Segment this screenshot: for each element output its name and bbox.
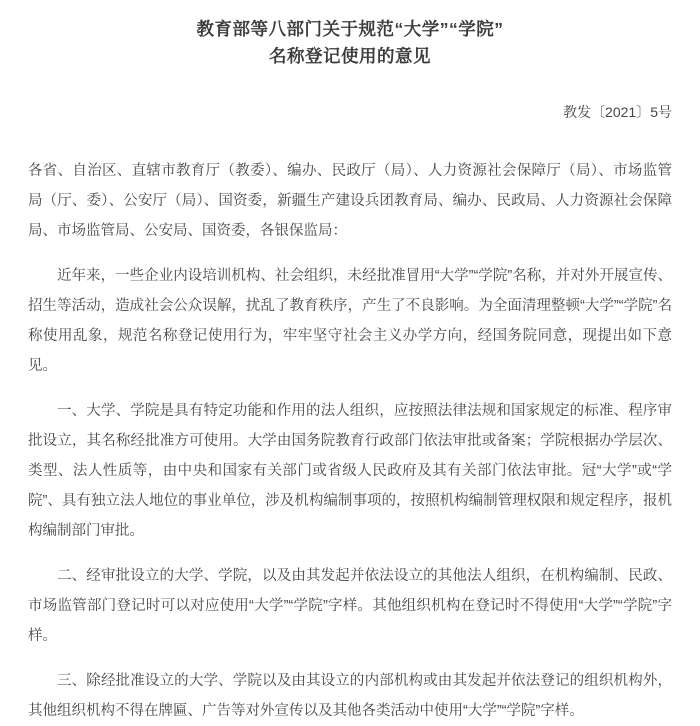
title-line-1: 教育部等八部门关于规范“大学”“学院” <box>196 19 504 39</box>
body-paragraph-intro: 近年来，一些企业内设培训机构、社会组织，未经批准冒用“大学”“学院”名称，并对外开展宣传、招生等活动，造成社会公众误解，扰乱了教育秩序，产生了不良影响。为全面清理整顿“大学”“学院”名称使用乱象，规范名称登记使用行为，牢牢坚守社会主义办学方向，经国务院同意，现提出如下意见。 <box>28 268 672 374</box>
body-paragraph-item-1: 一、大学、学院是具有特定功能和作用的法人组织，应按照法律法规和国家规定的标准、程序审批设立，其名称经批准方可使用。大学由国务院教育行政部门依法审批或备案；学院根据办学层次、类型、法人性质等，由中央和国家有关部门或省级人民政府及其有关部门依法审批。冠“大学”或“学院”、具有独立法人地位的事业单位，涉及机构编制事项的，按照机构编制管理权限和规定程序，报机构编制部门审批。 <box>28 403 672 539</box>
document-title <box>28 16 672 70</box>
body-paragraph-item-2: 二、经审批设立的大学、学院，以及由其发起并依法设立的其他法人组织，在机构编制、民政、市场监管部门登记时可以对应使用“大学”“学院”字样。其他组织机构在登记时不得使用“大学”“学院”字样。 <box>28 568 672 644</box>
addressee-paragraph: 各省、自治区、直辖市教育厅（教委）、编办、民政厅（局）、人力资源社会保障厅（局）、市场监管局（厅、委）、公安厅（局）、国资委，新疆生产建设兵团教育局、编办、民政局、人力资源社会保障局、市场监管局、公安局、国资委，各银保监局： <box>28 163 672 239</box>
body-paragraph-item-3: 三、除经批准设立的大学、学院以及由其设立的内部机构或由其发起并依法登记的组织机构外，其他组织机构不得在牌匾、广告等对外宣传以及其他各类活动中使用“大学”“学院”字样。 <box>28 673 672 719</box>
document-number: 教发〔2021〕5号 <box>563 104 672 120</box>
title-line-2: 名称登记使用的意见 <box>269 46 431 66</box>
